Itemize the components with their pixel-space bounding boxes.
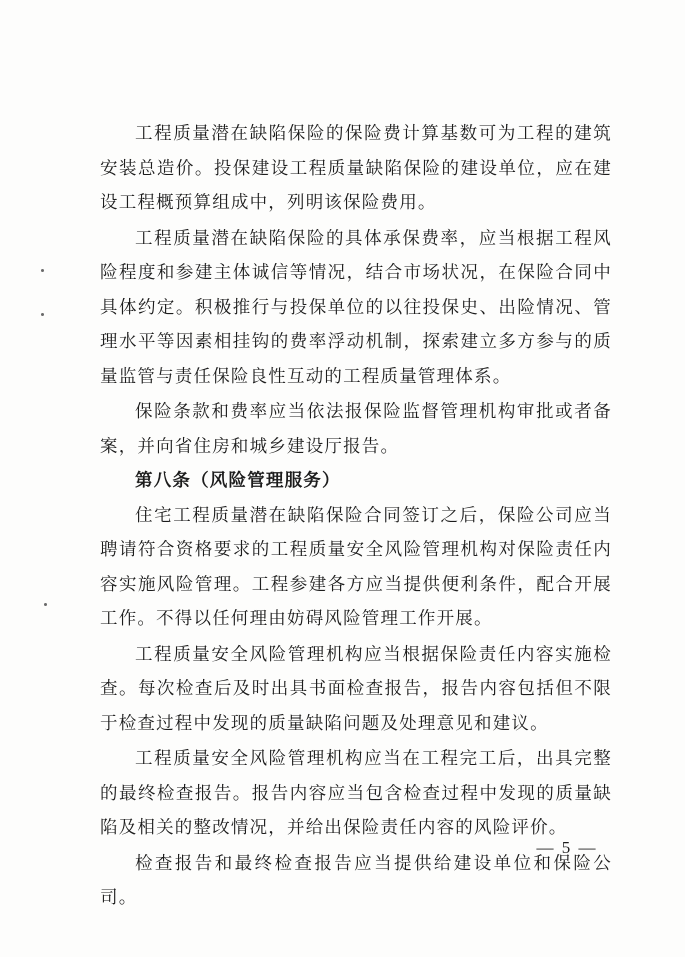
paragraph: 工程质量潜在缺陷保险的具体承保费率，应当根据工程风险程度和参建主体诚信等情况，结合市场状况，在保险合同中具体约定。积极推行与投保单位的以往投保史、出险情况、管理水平等因素相挂钩的费率浮动机制，探索建立多方参与的质量监管与责任保险良性互动的工程质量管理体系。 (100, 228, 612, 387)
binding-hole-mark (41, 313, 44, 316)
paragraph: 保险条款和费率应当依法报保险监督管理机构审批或者备案，并向省住房和城乡建设厅报告。 (100, 402, 612, 457)
page-number: — 5 — (536, 838, 598, 857)
article-heading: 第八条（风险管理服务） (135, 471, 341, 491)
binding-hole-mark (41, 269, 44, 272)
paragraph: 工程质量潜在缺陷保险的保险费计算基数可为工程的建筑安装总造价。投保建设工程质量缺陷保险的建设单位，应在建设工程概预算组成中，列明该保险费用。 (100, 124, 612, 213)
paragraph: 检查报告和最终检查报告应当提供给建设单位和保险公司。 (100, 853, 612, 908)
document-body (100, 117, 612, 916)
binding-hole-mark (44, 603, 47, 606)
paragraph: 工程质量安全风险管理机构应当在工程完工后，出具完整的最终检查报告。报告内容应当包含检查过程中发现的质量缺陷及相关的整改情况，并给出保险责任内容的风险评价。 (100, 749, 612, 838)
paragraph: 工程质量安全风险管理机构应当根据保险责任内容实施检查。每次检查后及时出具书面检查报告，报告内容包括但不限于检查过程中发现的质量缺陷问题及处理意见和建议。 (100, 644, 612, 734)
paragraph: 住宅工程质量潜在缺陷保险合同签订之后，保险公司应当聘请符合资格要求的工程质量安全风险管理机构对保险责任内容实施风险管理。工程参建各方应当提供便利条件，配合开展工作。不得以任何理由妨碍风险管理工作开展。 (100, 505, 612, 629)
